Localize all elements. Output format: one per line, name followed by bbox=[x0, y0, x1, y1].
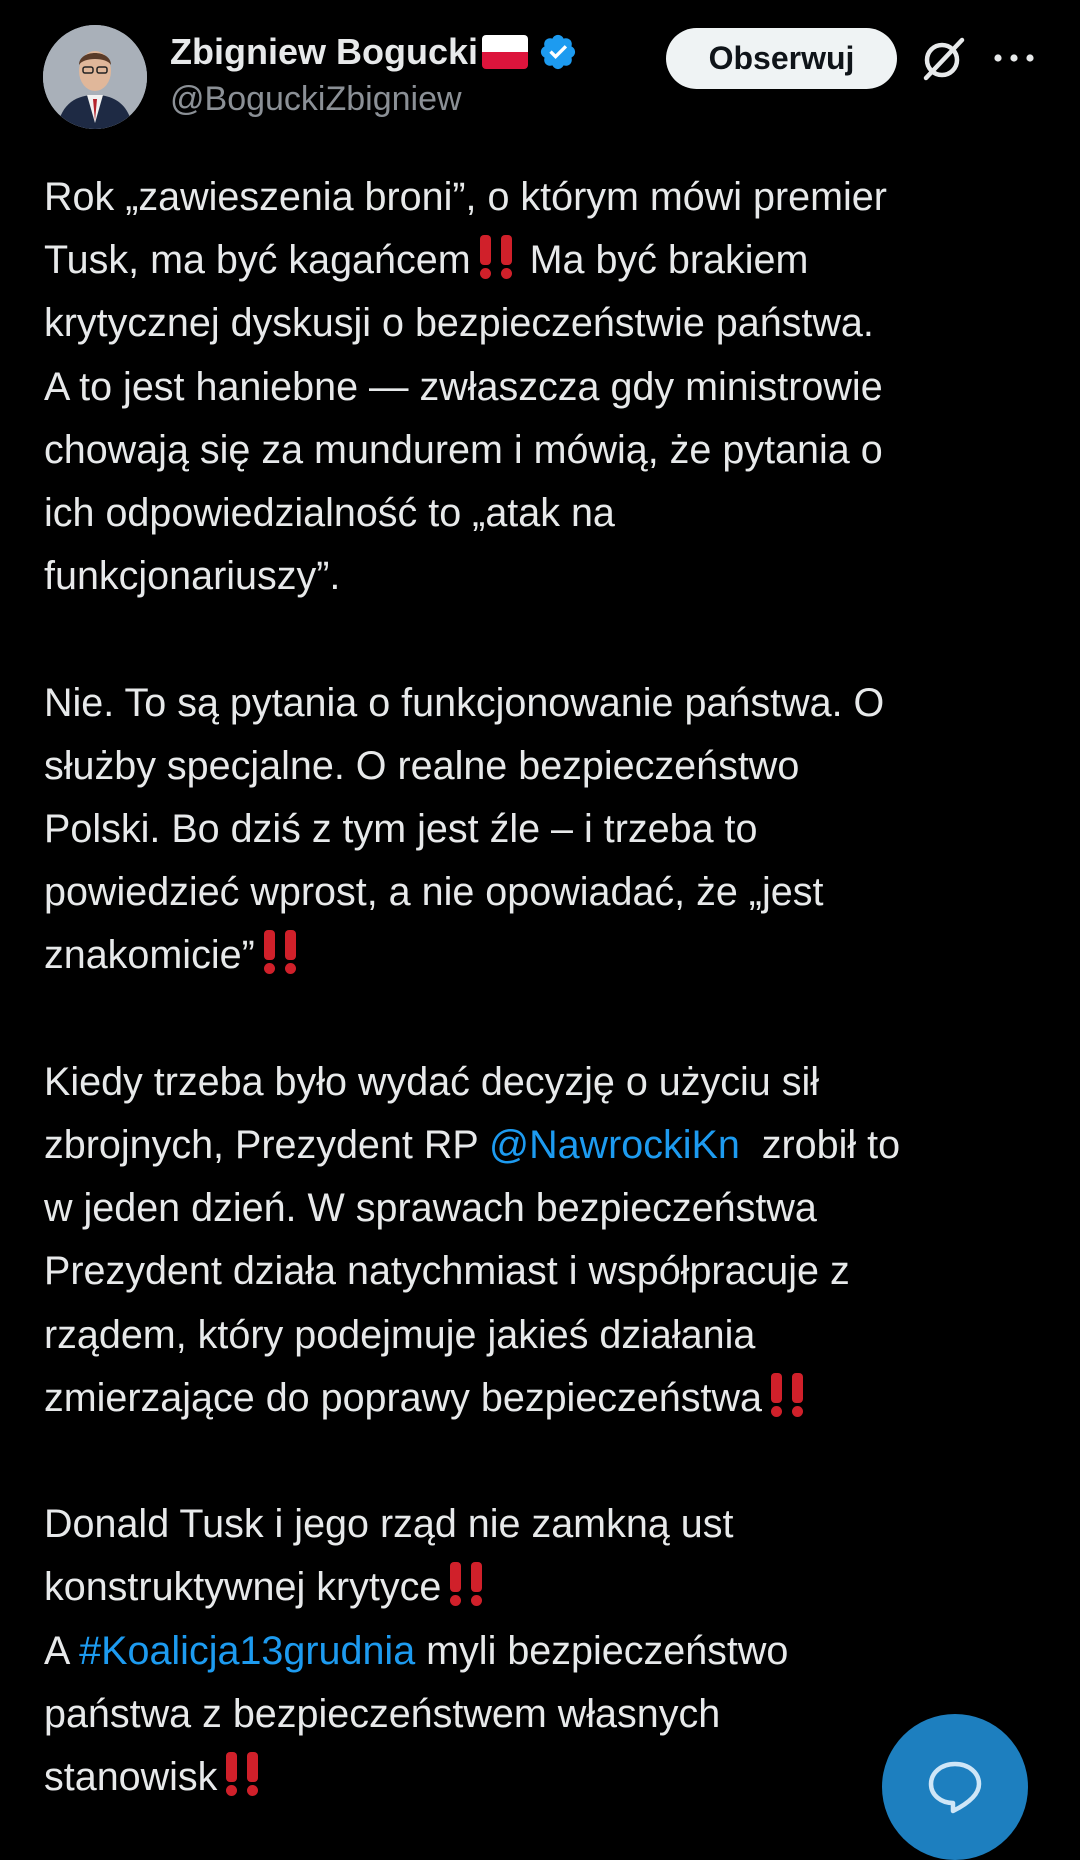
text-line: służby specjalne. O realne bezpieczeństwo bbox=[44, 743, 800, 788]
poland-flag-icon bbox=[482, 35, 528, 69]
text-line: funkcjonariuszy”. bbox=[44, 554, 341, 599]
text-line: zbrojnych, Prezydent RP bbox=[44, 1123, 489, 1168]
paragraph-gap bbox=[44, 988, 1034, 1051]
grok-icon[interactable] bbox=[918, 34, 968, 84]
text-line: A to jest haniebne — zwłaszcza gdy ministrowie bbox=[44, 364, 883, 409]
tweet-header bbox=[0, 0, 1080, 140]
double-exclamation-icon bbox=[259, 929, 303, 975]
paragraph-gap bbox=[44, 608, 1034, 671]
compose-reply-button[interactable] bbox=[882, 1714, 1028, 1860]
text-line: zmierzające do poprawy bezpieczeństwa bbox=[44, 1375, 762, 1420]
text-line: Nie. To są pytania o funkcjonowanie państwa. O bbox=[44, 680, 885, 725]
double-exclamation-icon bbox=[766, 1372, 810, 1418]
text-line: Rok „zawieszenia broni”, o którym mówi premier bbox=[44, 175, 887, 219]
follow-button[interactable]: Obserwuj bbox=[666, 28, 897, 89]
mention-link[interactable]: @NawrockiKn bbox=[488, 1123, 740, 1168]
double-exclamation-icon bbox=[475, 234, 519, 280]
text-line: myli bezpieczeństwo bbox=[415, 1628, 789, 1673]
text-line: chowają się za mundurem i mówią, że pytania o bbox=[44, 427, 883, 472]
text-line: Prezydent działa natychmiast i współpracuje z bbox=[44, 1249, 850, 1294]
text-line: rządem, który podejmuje jakieś działania bbox=[44, 1312, 756, 1357]
text-line: konstruktywnej krytyce bbox=[44, 1565, 442, 1610]
text-line: Tusk, ma być kagańcem bbox=[44, 238, 471, 283]
double-exclamation-icon bbox=[221, 1751, 265, 1797]
text-line: państwa z bezpieczeństwem własnych bbox=[44, 1691, 721, 1736]
author-info[interactable] bbox=[170, 26, 578, 119]
text-line: Polski. Bo dziś z tym jest źle – i trzeba to bbox=[44, 807, 758, 852]
text-line: Kiedy trzeba było wydać decyzję o użyciu sił bbox=[44, 1059, 819, 1104]
verified-badge-icon[interactable] bbox=[538, 32, 578, 72]
text-line: ich odpowiedzialność to „atak na bbox=[44, 491, 615, 536]
text-line: stanowisk bbox=[44, 1755, 218, 1800]
name-row bbox=[170, 26, 578, 78]
paragraph-1 bbox=[44, 166, 1034, 608]
text-line: znakomicie” bbox=[44, 933, 255, 978]
paragraph-2 bbox=[44, 672, 1034, 988]
avatar[interactable] bbox=[43, 25, 147, 129]
text-line: zrobił to bbox=[739, 1123, 901, 1168]
text-line: A bbox=[44, 1628, 80, 1673]
text-line: Donald Tusk i jego rząd nie zamkną ust bbox=[44, 1502, 734, 1547]
tweet-text bbox=[44, 166, 1034, 1809]
text-line: Ma być brakiem bbox=[518, 238, 809, 283]
more-options-icon[interactable] bbox=[990, 40, 1038, 76]
avatar-image bbox=[43, 25, 147, 129]
hashtag-link[interactable]: #Koalicja13grudnia bbox=[79, 1628, 416, 1673]
compose-reply-icon bbox=[926, 1758, 984, 1816]
text-line: w jeden dzień. W sprawach bezpieczeństwa bbox=[44, 1186, 817, 1231]
double-exclamation-icon bbox=[445, 1561, 489, 1607]
paragraph-gap bbox=[44, 1430, 1034, 1493]
text-line: krytycznej dyskusji o bezpieczeństwie państwa. bbox=[44, 301, 874, 346]
handle[interactable]: @BoguckiZbigniew bbox=[170, 80, 462, 118]
paragraph-3 bbox=[44, 1051, 1034, 1430]
display-name[interactable]: Zbigniew Bogucki bbox=[170, 31, 479, 72]
text-line: powiedzieć wprost, a nie opowiadać, że „jest bbox=[44, 870, 824, 915]
